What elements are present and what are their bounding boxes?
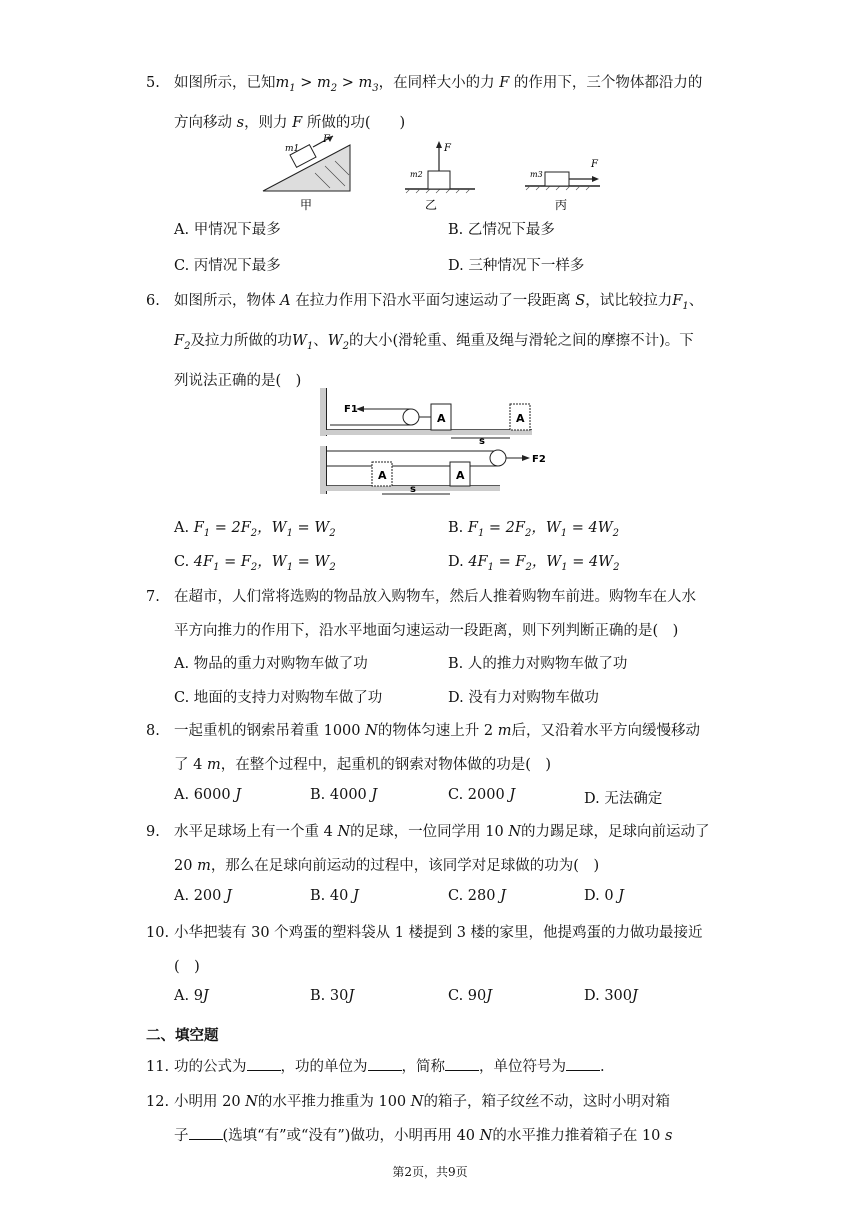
svg-text:s: s: [410, 484, 416, 495]
fig-label-yi: 乙: [425, 198, 438, 212]
option-d: D. 0 J: [584, 888, 624, 904]
option-b: B. 40 J: [310, 888, 359, 904]
svg-text:A: A: [456, 469, 465, 482]
option-a: A. $F_1 = 2F_2$，$W_1 = W_2$: [174, 520, 336, 539]
question-8: 8. 一起重机的钢索吊着重 1000 N的物体匀速上升 2 m后，又沿着水平方向缓慢移动 了 4 m，在整个过程中，起重机的钢索对物体做的功是( ): [146, 723, 701, 773]
svg-text:A: A: [516, 412, 525, 425]
answer-blank[interactable]: [368, 1056, 402, 1071]
option-c: C. 丙情况下最多: [174, 258, 281, 274]
f2-label: F2: [532, 454, 546, 465]
option-d: D. $4F_1 = F_2$，$W_1 = 4W_2$: [448, 554, 620, 573]
answer-blank[interactable]: [247, 1056, 281, 1071]
option-d: D. 300J: [584, 988, 638, 1004]
question-9: 9. 水平足球场上有一个重 4 N的足球，一位同学用 10 N的力踢足球，足球向前运动了 20 m，那么在足球向前运动的过程中，该同学对足球做的功为( ): [146, 824, 710, 874]
svg-text:A: A: [437, 412, 446, 425]
option-b: B. 乙情况下最多: [448, 222, 555, 238]
question-5: [146, 66, 726, 140]
m1-label: m1: [285, 144, 300, 154]
option-c: C. 280 J: [448, 888, 506, 904]
question-11: 11. 功的公式为 ，功的单位为 ，简称 ，单位符号为 .: [146, 1050, 726, 1084]
option-a: A. 200 J: [174, 888, 232, 904]
option-d: D. 无法确定: [584, 791, 663, 807]
option-d: D. 三种情况下一样多: [448, 258, 585, 274]
svg-text:F: F: [591, 159, 598, 170]
m2-label: m2: [410, 170, 423, 179]
svg-text:A: A: [378, 469, 387, 482]
section-heading: 二、填空题: [146, 1028, 219, 1044]
fig-label-bing: 丙: [555, 198, 568, 212]
m3-label: m3: [530, 170, 543, 179]
option-b: B. 人的推力对购物车做了功: [448, 656, 628, 672]
f-label: F: [323, 134, 330, 145]
option-d: D. 没有力对购物车做功: [448, 690, 599, 706]
option-c: C. $4F_1 = F_2$，$W_1 = W_2$: [174, 554, 336, 573]
option-c: C. 90J: [448, 988, 493, 1004]
question-number: 5.: [146, 75, 160, 91]
option-b: B. 30J: [310, 988, 355, 1004]
option-a: A. 物品的重力对购物车做了功: [174, 656, 368, 672]
question-12: 12. 小明用 20 N的水平推力推重为 100 N的箱子，箱子纹丝不动，这时小明对箱 子 (选填“有”或“没有”)做功，小明再用 40 N的水平推力推着箱子在 10 s: [146, 1094, 673, 1144]
q6-figure: [320, 386, 550, 496]
answer-blank[interactable]: [566, 1056, 600, 1071]
option-a: A. 6000 J: [174, 787, 242, 803]
option-a: A. 9J: [174, 988, 209, 1004]
f1-label: F1: [344, 404, 358, 415]
option-c: C. 地面的支持力对购物车做了功: [174, 690, 383, 706]
q5-figure: [255, 133, 615, 213]
answer-blank[interactable]: [189, 1125, 223, 1140]
option-a: A. 甲情况下最多: [174, 222, 281, 238]
option-b: B. 4000 J: [310, 787, 378, 803]
question-7: 7. 在超市，人们常将选购的物品放入购物车，然后人推着购物车前进。购物车在人水 平方向推力的作用下，沿水平地面匀速运动一段距离，则下列判断正确的是( ): [146, 589, 696, 639]
question-6: 6. 如图所示，物体 A 在拉力作用下沿水平面匀速运动了一段距离 S，试比较拉力$F_1$、 $F_2$及拉力所做的功$W_1$、$W_2$的大小(滑轮重、绳重及绳与滑轮之间的摩擦不计)。下 列说法正确的是( ): [146, 293, 704, 389]
option-c: C. 2000 J: [448, 787, 516, 803]
svg-text:s: s: [479, 436, 485, 447]
svg-text:F: F: [444, 143, 451, 154]
option-b: B. $F_1 = 2F_2$，$W_1 = 4W_2$: [448, 520, 619, 539]
question-text: 如图所示，已知$m_1 > m_2 > m_3$，在同样大小的力 F 的作用下，三个物体都沿力的 方向移动 s，则力 F 所做的功( ): [174, 75, 703, 131]
answer-blank[interactable]: [445, 1056, 479, 1071]
page-footer: 第2页，共9页: [392, 1165, 468, 1179]
fig-label-jia: 甲: [300, 198, 313, 212]
question-10: 10. 小华把装有 30 个鸡蛋的塑料袋从 1 楼提到 3 楼的家里，他提鸡蛋的力做功最接近 ( ): [146, 925, 703, 975]
